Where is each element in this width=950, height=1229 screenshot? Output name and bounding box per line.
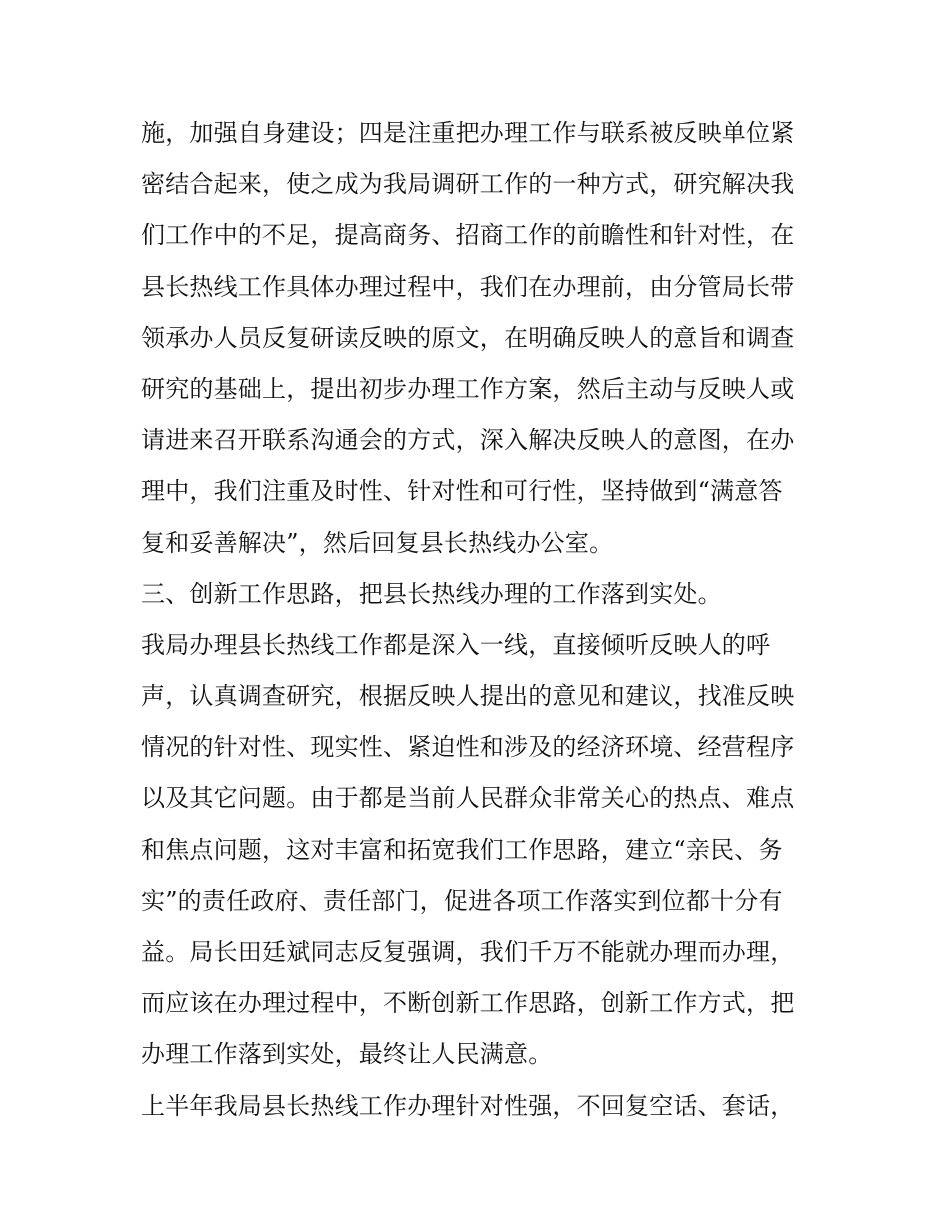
text-line: 密结合起来，使之成为我局调研工作的一种方式，研究解决我 <box>141 170 795 199</box>
text-line: 复和妥善解决”，然后回复县长热线办公室。 <box>141 528 614 557</box>
text-line: 领承办人员反复研读反映的原文，在明确反映人的意旨和调查 <box>141 323 795 352</box>
text-line: 县长热线工作具体办理过程中，我们在办理前，由分管局长带 <box>141 272 795 301</box>
text-line: 我局办理县长热线工作都是深入一线，直接倾听反映人的呼 <box>141 630 771 659</box>
text-line: 以及其它问题。由于都是当前人民群众非常关心的热点、难点 <box>141 784 795 813</box>
text-line: 们工作中的不足，提高商务、招商工作的前瞻性和针对性，在 <box>141 221 795 250</box>
text-line: 声，认真调查研究，根据反映人提出的意见和建议，找准反映 <box>141 682 795 711</box>
text-line: 和焦点问题，这对丰富和拓宽我们工作思路，建立“亲民、务 <box>141 835 783 864</box>
section-heading: 三、创新工作思路，把县长热线办理的工作落到实处。 <box>141 579 722 608</box>
text-line: 益。局长田廷斌同志反复强调，我们千万不能就办理而办理， <box>141 938 795 966</box>
text-line: 请进来召开联系沟通会的方式，深入解决反映人的意图，在办 <box>141 426 795 455</box>
text-line: 理中，我们注重及时性、针对性和可行性，坚持做到“满意答 <box>141 477 783 506</box>
text-line: 情况的针对性、现实性、紧迫性和涉及的经济环境、经营程序 <box>141 733 795 762</box>
text-line: 研究的基础上，提出初步办理工作方案，然后主动与反映人或 <box>141 374 795 403</box>
text-line: 办理工作落到实处，最终让人民满意。 <box>141 1040 553 1069</box>
text-line: 实”的责任政府、责任部门，促进各项工作落实到位都十分有 <box>141 886 783 915</box>
text-line: 而应该在办理过程中，不断创新工作思路，创新工作方式，把 <box>141 989 795 1018</box>
text-line: 上半年我局县长热线工作办理针对性强，不回复空话、套话， <box>141 1091 795 1120</box>
document-body <box>141 108 821 1132</box>
text-line: 施，加强自身建设；四是注重把办理工作与联系被反映单位紧 <box>141 119 795 147</box>
